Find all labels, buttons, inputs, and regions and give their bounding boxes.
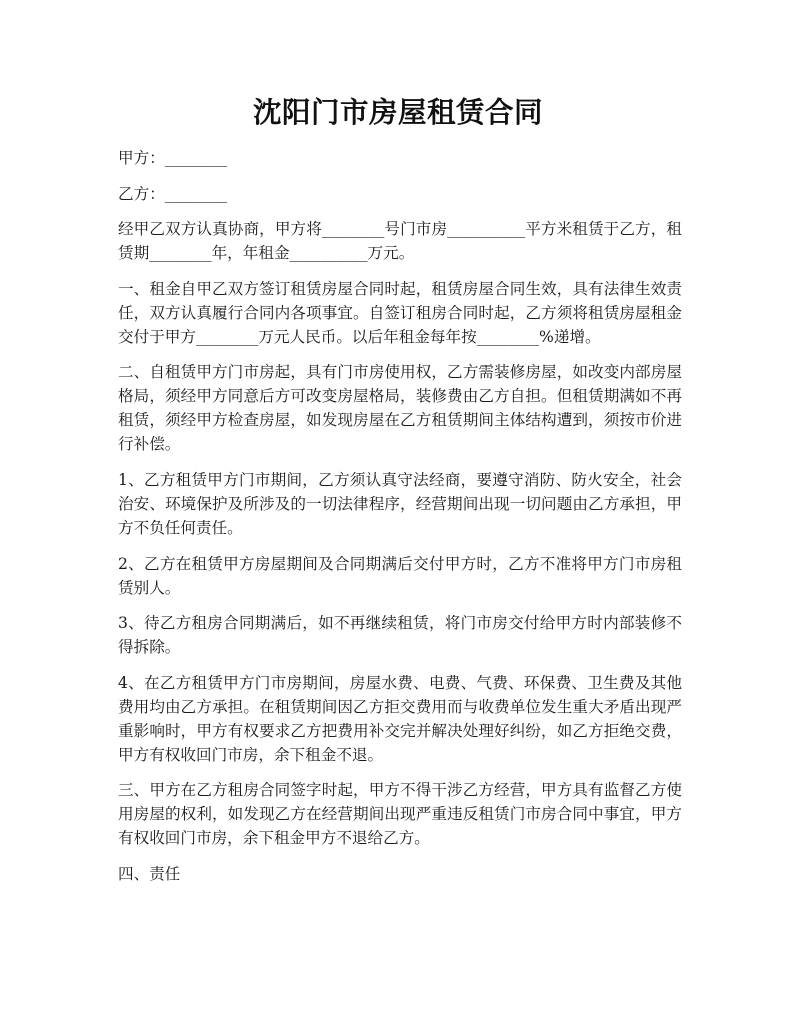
intro-paragraph: 经甲乙双方认真协商，甲方将________号门市房__________平方米租赁于乙方，租赁期________年，年租金__________万元。 bbox=[118, 220, 682, 263]
clause-2-paragraph: 2、乙方在租赁甲方房屋期间及合同期满后交付甲方时，乙方不准将甲方门市房租赁别人。 bbox=[118, 554, 682, 597]
article-3-paragraph: 三、甲方在乙方租房合同签字时起，甲方不得干涉乙方经营，甲方具有监督乙方使用房屋的权利，如发现乙方在经营期间出现严重违反租赁门市房合同中事宜，甲方有权收回门市房，余下租金甲方不退给乙方。 bbox=[118, 781, 682, 848]
document-body bbox=[118, 146, 682, 898]
party-a-line: 甲方：________ bbox=[118, 149, 228, 167]
document-title: 沈阳门市房屋租赁合同 bbox=[252, 95, 543, 129]
article-4-heading: 四、责任 bbox=[118, 864, 181, 883]
article-1-paragraph: 一、租金自甲乙双方签订租赁房屋合同时起，租赁房屋合同生效，具有法律生效责任，双方认真履行合同内各项事宜。自签订租房合同时起，乙方须将租赁房屋租金交付于甲方________万元人民币。以后年租金每年按________%递增。 bbox=[118, 279, 682, 346]
clause-1-paragraph: 1、乙方租赁甲方门市期间，乙方须认真守法经商，要遵守消防、防火安全，社会治安、环境保护及所涉及的一切法律程序，经营期间出现一切问题由乙方承担，甲方不负任何责任。 bbox=[118, 470, 682, 537]
party-b-line: 乙方：________ bbox=[118, 184, 228, 203]
clause-4-paragraph: 4、在乙方租赁甲方门市房期间，房屋水费、电费、气费、环保费、卫生费及其他费用均由乙方承担。在租赁期间因乙方拒交费用而与收费单位发生重大矛盾出现严重影响时，甲方有权要求乙方把费用补交完并解决处理好纠纷，如乙方拒绝交费，甲方有权收回门市房，余下租金不退。 bbox=[118, 673, 682, 764]
clause-3-paragraph: 3、待乙方租房合同期满后，如不再继续租赁，将门市房交付给甲方时内部装修不得拆除。 bbox=[118, 614, 682, 657]
article-2-paragraph: 二、自租赁甲方门市房起，具有门市房使用权，乙方需装修房屋，如改变内部房屋格局，须经甲方同意后方可改变房屋格局，装修费由乙方自担。但租赁期满如不再租赁，须经甲方检查房屋，如发现房屋在乙方租赁期间主体结构遭到，须按市价进行补偿。 bbox=[118, 363, 682, 454]
